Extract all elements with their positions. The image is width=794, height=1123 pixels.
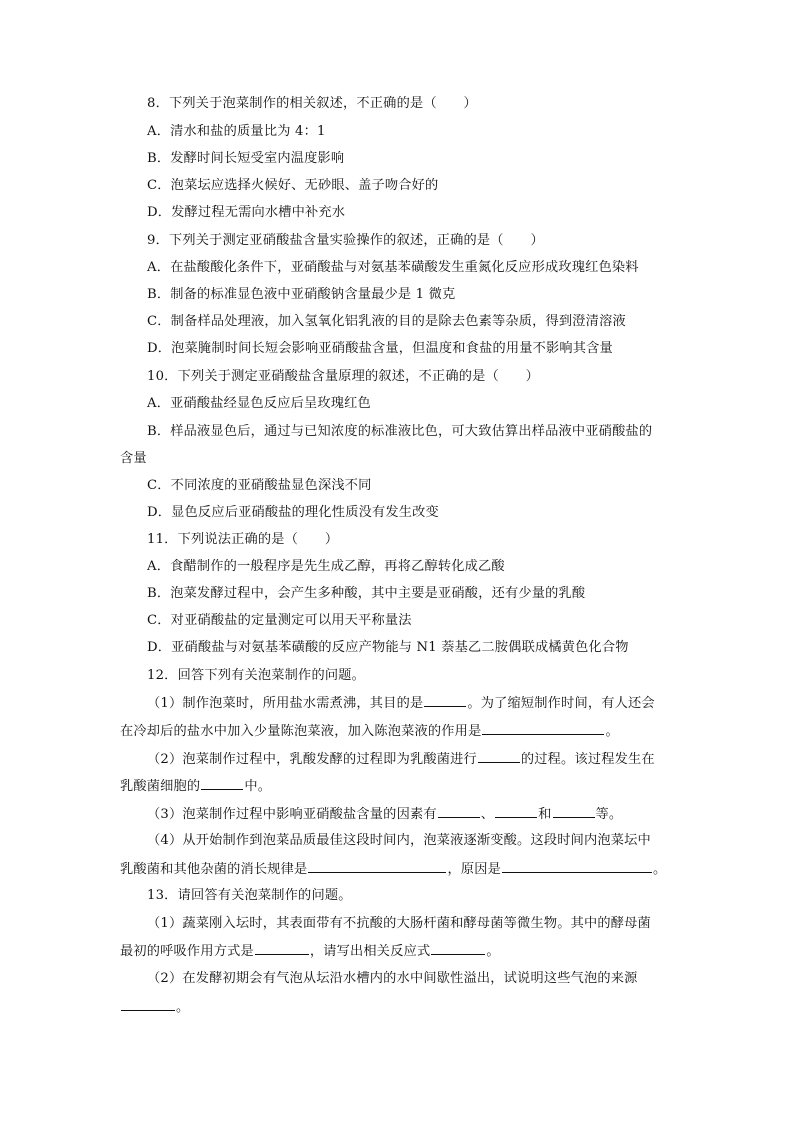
q8-stem: 8．下列关于泡菜制作的相关叙述，不正确的是（ ） — [147, 96, 477, 111]
q12-part4-line1: （4）从开始制作到泡菜品质最佳这段时间内，泡菜液逐渐变酸。这段时间内泡菜坛中 — [147, 833, 651, 848]
q10-stem: 10．下列关于测定亚硝酸盐含量原理的叙述，不正确的是（ ） — [147, 369, 540, 384]
answer-blank[interactable] — [502, 860, 652, 873]
q10-option-a: A．亚硝酸盐经显色反应后呈玫瑰红色 — [147, 396, 371, 411]
q9-option-b: B．制备的标准显色液中亚硝酸钠含量最少是 1 微克 — [147, 287, 456, 302]
q12-part3: （3）泡菜制作过程中影响亚硝酸盐含量的因素有 、 和 等。 — [147, 807, 623, 822]
q10-option-b-continued: 含量 — [120, 451, 147, 466]
q8-option-d: D．发酵过程无需向水槽中补充水 — [147, 205, 346, 220]
answer-blank[interactable] — [201, 777, 243, 790]
q10-option-c: C．不同浓度的亚硝酸盐显色深浅不同 — [147, 478, 372, 493]
answer-blank[interactable] — [482, 722, 604, 735]
q11-option-d: D．亚硝酸盐与对氨基苯磺酸的反应产物能与 N1 萘基乙二胺偶联成橘黄色化合物 — [147, 640, 629, 655]
answer-blank[interactable] — [431, 942, 485, 955]
q13-part2-line1: （2）在发酵初期会有气泡从坛沿水槽内的水中间歇性溢出，试说明这些气泡的来源 — [147, 971, 638, 986]
q9-option-c: C．制备样品处理液，加入氢氧化铝乳液的目的是除去色素等杂质，得到澄清溶液 — [147, 314, 626, 329]
q12-part4-line2: 乳酸菌和其他杂菌的消长规律是 ，原因是 。 — [120, 862, 667, 877]
q11-stem: 11．下列说法正确的是（ ） — [147, 532, 339, 547]
q11-option-b: B．泡菜发酵过程中，会产生多种酸，其中主要是亚硝酸，还有少量的乳酸 — [147, 586, 586, 601]
q10-option-d: D．显色反应后亚硝酸盐的理化性质没有发生改变 — [147, 505, 439, 520]
q12-stem: 12．回答下列有关泡菜制作的问题。 — [147, 668, 365, 683]
answer-blank[interactable] — [478, 750, 520, 763]
q12-part1-line2: 在冷却后的盐水中加入少量陈泡菜液，加入陈泡菜液的作用是 。 — [120, 724, 619, 739]
q13-stem: 13．请回答有关泡菜制作的问题。 — [147, 888, 352, 903]
q12-part2-line2: 乳酸菌细胞的 中。 — [120, 779, 272, 794]
answer-blank[interactable] — [121, 998, 175, 1011]
answer-blank[interactable] — [495, 805, 537, 818]
q11-option-c: C．对亚硝酸盐的定量测定可以用天平称量法 — [147, 613, 412, 628]
q11-option-a: A．食醋制作的一般程序是先生成乙醇，再将乙醇转化成乙酸 — [147, 559, 505, 574]
q10-option-b: B．样品液显色后，通过与已知浓度的标准液比色，可大致估算出样品液中亚硝酸盐的 — [147, 424, 653, 439]
answer-blank[interactable] — [553, 805, 595, 818]
q13-part1-line1: （1）蔬菜刚入坛时，其表面带有不抗酸的大肠杆菌和酵母菌等微生物。其中的酵母菌 — [147, 916, 651, 931]
q8-option-c: C．泡菜坛应选择火候好、无砂眼、盖子吻合好的 — [147, 178, 439, 193]
q8-option-a: A．清水和盐的质量比为 4：1 — [147, 124, 326, 139]
q12-part2-line1: （2）泡菜制作过程中，乳酸发酵的过程即为乳酸菌进行 的过程。该过程发生在 — [147, 752, 655, 767]
answer-blank[interactable] — [424, 694, 466, 707]
answer-blank[interactable] — [255, 942, 309, 955]
q9-option-a: A．在盐酸酸化条件下，亚硝酸盐与对氨基苯磺酸发生重氮化反应形成玫瑰红色染料 — [147, 260, 639, 275]
q12-part1-line1: （1）制作泡菜时，所用盐水需煮沸，其目的是 。为了缩短制作时间，有人还会 — [147, 696, 655, 711]
answer-blank[interactable] — [308, 860, 446, 873]
q9-option-d: D．泡菜腌制时间长短会影响亚硝酸盐含量，但温度和食盐的用量不影响其含量 — [147, 341, 613, 356]
q9-stem: 9．下列关于测定亚硝酸盐含量实验操作的叙述，正确的是（ ） — [147, 233, 544, 248]
q8-option-b: B．发酵时间长短受室内温度影响 — [147, 151, 345, 166]
q13-part2-line2: 。 — [120, 998, 189, 1017]
q13-part1-line2: 最初的呼吸作用方式是 ，请写出相关反应式 。 — [120, 944, 500, 959]
answer-blank[interactable] — [438, 805, 480, 818]
